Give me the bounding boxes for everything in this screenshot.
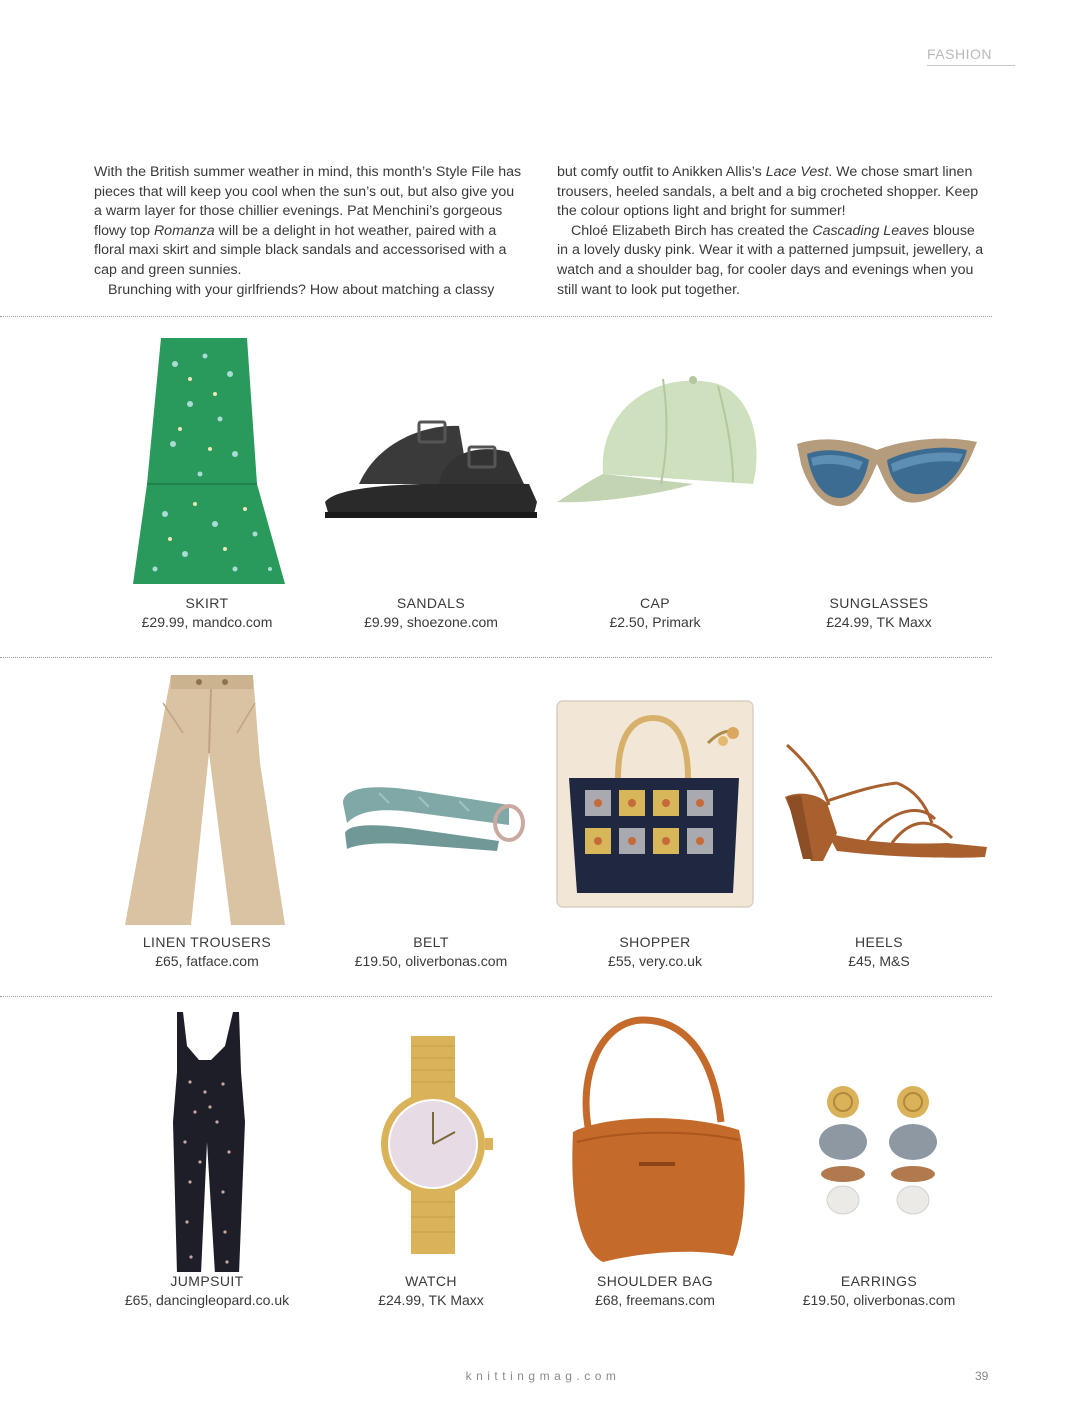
cat-eye-sunglasses-image — [767, 334, 991, 594]
product-price: £2.50, Primark — [609, 614, 701, 630]
product-price: £68, freemans.com — [595, 1292, 715, 1308]
product-name: SUNGLASSES — [829, 595, 929, 611]
product-card-heels[interactable] — [767, 673, 991, 971]
footer-website: knittingmag.com — [465, 1369, 621, 1383]
intro-text: Chloé Elizabeth Birch has created the — [571, 222, 813, 239]
intro-paragraph — [94, 163, 524, 281]
product-name: SHOPPER — [619, 934, 691, 950]
product-price: £65, fatface.com — [155, 953, 259, 969]
product-card-earrings[interactable] — [767, 1012, 991, 1310]
linen-trousers-image — [95, 673, 319, 933]
product-name: BELT — [413, 934, 449, 950]
product-card-skirt[interactable] — [95, 334, 319, 632]
product-name: SANDALS — [396, 595, 466, 611]
product-card-belt[interactable] — [319, 673, 543, 971]
product-price: £24.99, TK Maxx — [378, 1292, 484, 1308]
product-name: JUMPSUIT — [170, 1273, 244, 1289]
product-price: £55, very.co.uk — [608, 953, 702, 969]
product-name: WATCH — [405, 1273, 457, 1289]
product-name: SHOULDER BAG — [596, 1273, 714, 1289]
product-price: £24.99, TK Maxx — [826, 614, 932, 630]
product-price: £65, dancingleopard.co.uk — [124, 1292, 290, 1308]
pattern-title: Lace Vest — [765, 164, 829, 180]
product-price: £45, M&S — [848, 953, 910, 969]
product-card-shopper[interactable] — [543, 673, 767, 971]
product-price: £19.50, oliverbonas.com — [354, 953, 508, 969]
product-card-sandals[interactable] — [319, 334, 543, 632]
product-name: LINEN TROUSERS — [142, 934, 272, 950]
product-name: SKIRT — [185, 595, 229, 611]
intro-column-left — [94, 163, 524, 300]
green-cap-image — [543, 334, 767, 594]
stone-drop-earrings-image — [767, 1012, 991, 1272]
product-price: £29.99, mandco.com — [141, 614, 273, 630]
intro-text: blouse in a lovely dusky pink. Wear it with a patterned jumpsuit, jewellery, a watch and a shoulder bag, for cooler days and evenings when you still want to look put together. — [557, 222, 984, 298]
black-buckle-sandals-image — [319, 334, 543, 594]
section-tag: FASHION — [927, 46, 1015, 66]
divider — [0, 657, 992, 658]
intro-paragraph — [557, 222, 987, 300]
product-card-sunglasses[interactable] — [767, 334, 991, 632]
divider — [0, 996, 992, 997]
intro-paragraph: Brunching with your girlfriends? How about matching a classy — [108, 281, 495, 298]
tan-strappy-heels-image — [767, 673, 991, 933]
intro-text: With the British summer weather in mind, this month’s Style File has pieces that will keep you cool when the sun’s out, but also give you a warm layer for those chillier evenings. Pat Menchini’s gorgeous flowy top — [94, 164, 522, 239]
divider — [0, 316, 992, 317]
intro-text: but comfy outfit to Anikken Allis’s — [557, 164, 766, 180]
product-name: HEELS — [855, 934, 903, 950]
pattern-title: Romanza — [153, 222, 215, 239]
product-card-watch[interactable] — [319, 1012, 543, 1310]
product-card-cap[interactable] — [543, 334, 767, 632]
intro-text: will be a delight in hot weather, paired with a floral maxi skirt and simple black sandals and accessorised with a cap and green sunnies. — [94, 222, 507, 278]
floral-maxi-skirt-image — [95, 334, 319, 594]
crochet-shopper-bag-image — [543, 673, 767, 933]
teal-suede-belt-image — [319, 673, 543, 933]
product-name: CAP — [640, 595, 670, 611]
tan-shoulder-bag-image — [543, 1012, 767, 1272]
intro-paragraph — [557, 163, 987, 222]
gold-mesh-watch-image — [319, 1012, 543, 1272]
product-card-shoulder-bag[interactable] — [543, 1012, 767, 1310]
product-card-linen-trousers[interactable] — [95, 673, 319, 971]
page-number: 39 — [975, 1369, 989, 1383]
printed-jumpsuit-image — [95, 1012, 319, 1272]
product-price: £9.99, shoezone.com — [364, 614, 498, 630]
product-name: EARRINGS — [840, 1273, 918, 1289]
pattern-title: Cascading Leaves — [812, 222, 930, 239]
product-card-jumpsuit[interactable] — [95, 1012, 319, 1310]
intro-column-right — [557, 163, 987, 300]
product-price: £19.50, oliverbonas.com — [802, 1292, 956, 1308]
intro-text: . We chose smart linen trousers, heeled sandals, a belt and a big crocheted shopper. Keep the colour options light and bright for summer! — [557, 164, 979, 220]
